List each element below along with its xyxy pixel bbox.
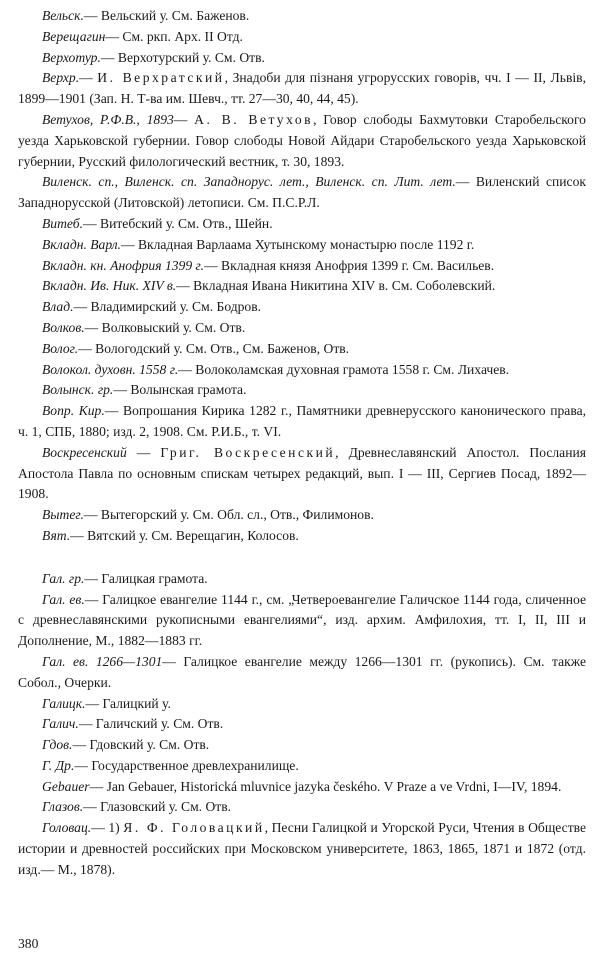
entry-abbreviation: Верхр. — [42, 70, 80, 86]
entry-abbreviation: Витеб. — [42, 215, 84, 231]
entry-abbreviation: Вкладн. кн. Анофрия 1399 г. — [42, 257, 205, 273]
entry-abbreviation: Волог. — [42, 340, 79, 356]
list-item — [18, 735, 586, 756]
entry-text: , Древнеславянский Апостол. Послания Апостола Павла по основным спискам четырех редакций, вып. I — III, Сергиев Посад, 1892—1908. — [18, 444, 587, 502]
entry-abbreviation: Воскресенский — [42, 444, 127, 460]
list-item — [18, 777, 586, 798]
entry-text: — Вельский у. См. Баженов. — [83, 8, 250, 23]
list-item — [18, 505, 586, 526]
entry-text: — Вятский у. См. Верещагин, Колосов. — [70, 527, 299, 543]
entry-author: Я. Ф. Головацкий — [123, 820, 265, 836]
entry-lead: — 1) — [91, 820, 124, 836]
list-item — [18, 214, 586, 235]
entry-abbreviation: Gebauer — [42, 778, 90, 794]
entries-section-g — [18, 569, 586, 881]
entry-text: — Виленский список Западнорусской (Литовской) летописи. См. П.С.Р.Л. — [18, 174, 586, 211]
list-item — [18, 694, 586, 715]
list-item — [18, 652, 586, 694]
entries-section-v — [18, 6, 586, 547]
entry-text: — Jan Gebauer, Historická mluvnice jazyka českého. V Praze a ve Vrdni, I—IV, 1894. — [89, 778, 562, 794]
list-item — [18, 276, 586, 297]
entry-text: — Галицкий у. — [85, 695, 171, 711]
list-item — [18, 339, 586, 360]
list-item — [18, 818, 586, 880]
list-item — [18, 590, 586, 652]
entry-abbreviation: Ветухов, Р.Ф.В., 1893 — [42, 111, 174, 127]
entry-abbreviation: Вкладн. Варл. — [42, 236, 121, 252]
entry-text: — Витебский у. См. Отв., Шейн. — [83, 215, 273, 231]
entry-text: — Галицкая грамота. — [84, 570, 208, 586]
entry-text: — Волковыский у. См. Отв. — [84, 319, 246, 335]
entry-author: Григ. Воскресенский — [160, 444, 336, 460]
entry-text: — Вытегорский у. См. Обл. сл., Отв., Филимонов. — [83, 507, 374, 523]
entry-text: — Глазовский у. См. Отв. — [83, 799, 232, 815]
list-item — [18, 48, 586, 69]
entry-abbreviation: Вытег. — [42, 507, 84, 523]
page-number: 380 — [18, 936, 39, 951]
entry-abbreviation: Виленск. сп., Виленск. сп. Западнорус. лет., Виленск. сп. Лит. лет. — [42, 174, 456, 190]
list-item — [18, 380, 586, 401]
entry-text: , Знадоби для пiзнаня угрорусских говорiв, чч. I — II, Львiв, 1899—1901 (Зап. Н. Т-ва им. Шевч., тт. 27—30, 40, 44, 45). — [18, 70, 586, 107]
list-item — [18, 360, 586, 381]
entry-abbreviation: Волокол. духовн. 1558 г. — [42, 361, 179, 377]
list-item — [18, 27, 586, 48]
abbreviation-list — [18, 6, 586, 881]
entry-abbreviation: Влад. — [42, 299, 74, 315]
entry-text: — Гдовский у. См. Отв. — [72, 737, 210, 753]
entry-abbreviation: Галич. — [42, 716, 79, 732]
list-item — [18, 256, 586, 277]
entry-abbreviation: Гал. гр. — [42, 570, 85, 586]
entry-abbreviation: Г. Др. — [42, 757, 75, 773]
entry-abbreviation: Головац. — [42, 820, 92, 836]
list-item — [18, 6, 586, 27]
list-item — [18, 756, 586, 777]
entry-abbreviation: Глазов. — [42, 799, 84, 815]
entry-text: — Галичский у. См. Отв. — [78, 716, 224, 732]
list-item: Ветухов, Р.Ф.В., 1893— А. В. Ветухов, Говор слободы Бахмутовки Старобельского уезда Харьковской губернии. Говор слободы Новой Айдари Старобельского уезда Харьковской губернии, Русский филологический вестник, т. 30, 1893. — [18, 111, 586, 169]
entry-author: И. Верхратский — [97, 70, 225, 86]
list-item — [18, 797, 586, 818]
entry-abbreviation: Вят. — [42, 527, 71, 543]
entry-text: — Вкладная князя Анофрия 1399 г. См. Васильев. — [204, 257, 495, 273]
entry-text: — Владимирский у. См. Бодров. — [73, 299, 262, 315]
entry-text: — Галицкое евангелие между 1266—1301 гг. (рукопись). См. также Собол., Очерки. — [18, 653, 586, 690]
entry-abbreviation: Гал. ев. 1266—1301 — [42, 653, 163, 669]
list-item — [18, 297, 586, 318]
entry-text: , Песни Галицкой и Угорской Руси, Чтения в Обществе истории и древностей российских при Московском университете, 1863, 1865, 1871 и 1872 (отд. изд.— М., 1878). — [18, 820, 587, 877]
entry-text: — Волоколамская духовная грамота 1558 г. См. Лихачев. — [178, 361, 510, 377]
list-item — [18, 318, 586, 339]
entry-abbreviation: Вопр. Кир. — [42, 403, 105, 419]
entry-text: — Верхотурский у. См. Отв. — [100, 49, 265, 65]
list-item — [18, 401, 586, 443]
entry-text: — Вкладная Ивана Никитина XIV в. См. Соболевский. — [176, 278, 496, 294]
entry-abbreviation: Верещагин — [42, 28, 106, 44]
entry-text: — Волынская грамота. — [113, 382, 247, 398]
entry-abbreviation: Волынск. гр. — [42, 382, 114, 398]
entry-abbreviation: Гал. ев. — [42, 591, 85, 607]
entry-abbreviation: Гдов. — [42, 737, 73, 753]
section-gap — [18, 547, 586, 569]
list-item: Воскресенский — Григ. Воскресенский, Древнеславянский Апостол. Послания Апостола Павла по основным спискам четырех редакций, вып. I — III, Сергиев Посад, 1892—1908. — [18, 444, 587, 502]
entry-text: — Вкладная Варлаама Хутынскому монастырю после 1192 г. — [120, 236, 475, 252]
list-item — [18, 172, 586, 214]
entry-abbreviation: Верхотур. — [42, 49, 101, 65]
entry-text: — Государственное древлехранилище. — [74, 757, 299, 773]
entry-abbreviation: Галицк. — [42, 695, 86, 711]
entry-abbreviation: Волков. — [42, 319, 85, 335]
entry-text: — Галицкое евангелие 1144 г., см. „Четвероевангелие Галичское 1144 года, сличенное с древнеславянскими рукописными евангелиями“, изд. архим. Амфилохия, тт. I, II, III и Дополнение, М., 1882—1883 гг. — [18, 591, 587, 649]
entry-author: А. В. Ветухов — [194, 111, 314, 127]
list-item: Верхр.— И. Верхратский, Знадоби для пiзнаня угрорусских говорiв, чч. I — II, Львiв, 1899—1901 (Зап. Н. Т-ва им. Шевч., тт. 27—30, 40, 44, 45). — [18, 70, 586, 107]
list-item — [18, 569, 586, 590]
list-item — [18, 714, 586, 735]
entry-abbreviation: Вельск. — [42, 8, 84, 23]
entry-text: — Вологодский у. См. Отв., См. Баженов, Отв. — [78, 340, 350, 356]
entry-abbreviation: Вкладн. Ив. Ник. XIV в. — [42, 278, 177, 294]
list-item — [18, 235, 586, 256]
list-item — [18, 526, 586, 547]
entry-text: , Говор слободы Бахмутовки Старобельского уезда Харьковской губернии. Говор слободы Новой Айдари Старобельского уезда Харьковской губернии, Русский филологический вестник, т. 30, 1893. — [18, 111, 586, 169]
entry-text: — См. ркп. Арх. II Отд. — [105, 28, 243, 44]
entry-text: — Вопрошания Кирика 1282 г., Памятники древнерусского канонического права, ч. 1, СПБ, 1880; изд. 2, 1908. См. Р.И.Б., т. VI. — [18, 403, 587, 439]
